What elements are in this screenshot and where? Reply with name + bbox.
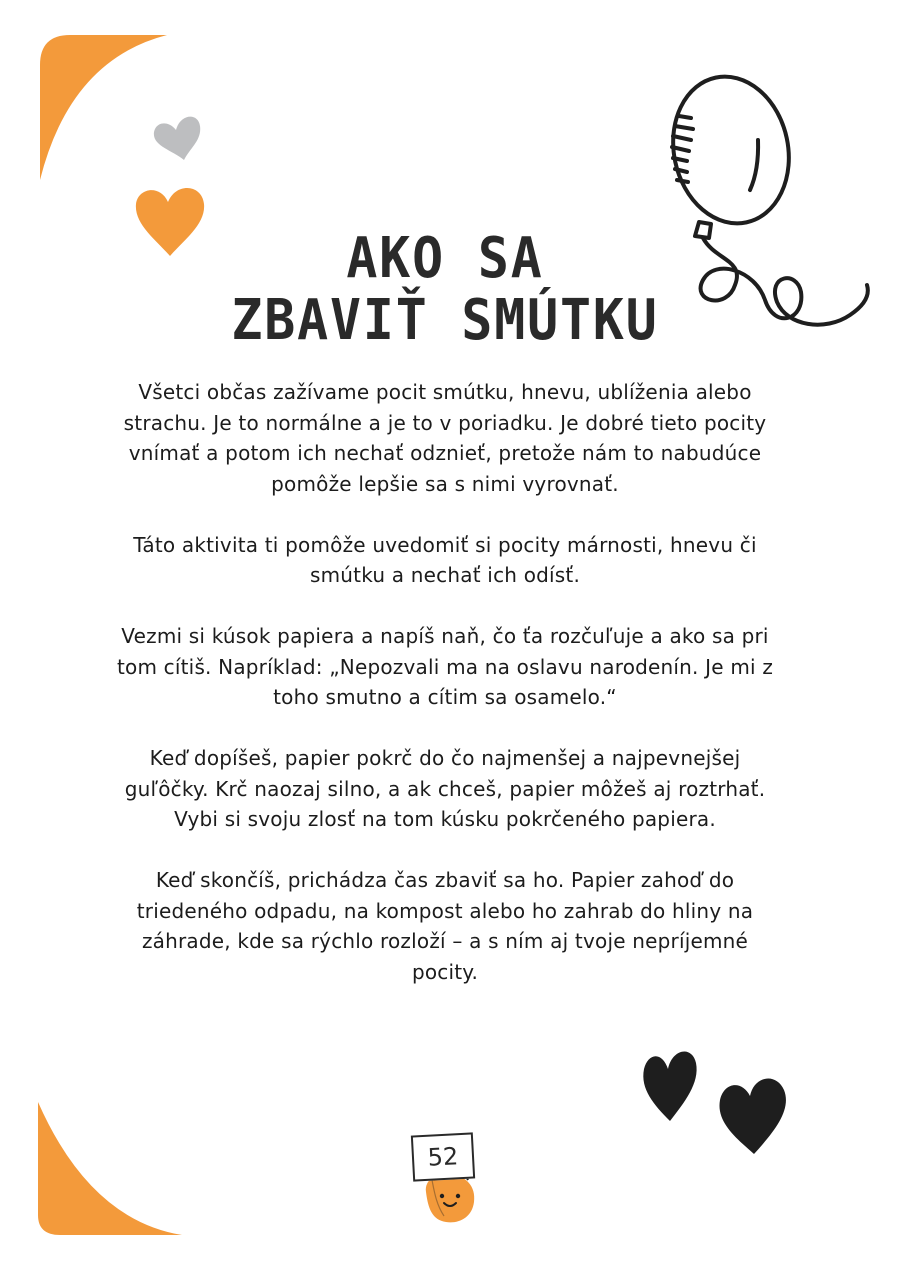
page-number: 52 [411, 1132, 475, 1181]
paragraph-step-crumple: Keď dopíšeš, papier pokrč do čo najmenšej a najpevnejšej guľôčky. Krč naozaj silno, a ak chceš, papier môžeš aj roztrhať. Vybi si svoju zlosť na tom kúsku pokrčeného papiera. [124, 746, 766, 831]
paragraph-intro: Všetci občas zažívame pocit smútku, hnevu, ublíženia alebo strachu. Je to normálne a je to v poriadku. Je dobré tieto pocity vnímať a potom ich nechať odznieť, pretože nám to nabudúce pomôže lepšie sa s nimi vyrovnať. [123, 380, 767, 496]
page-title [36, 228, 855, 352]
paragraph-purpose: Táto aktivita ti pomôže uvedomiť si pocity márnosti, hnevu či smútku a nechať ich odísť. [133, 532, 757, 587]
black-heart-icon-2 [714, 1066, 794, 1156]
title-line-2: ZBAVIŤ SMÚTKU [231, 288, 659, 353]
corner-decoration-top [0, 0, 200, 200]
gray-heart-icon [150, 112, 204, 162]
body-text [110, 377, 780, 1018]
paragraph-step-write: Vezmi si kúsok papiera a napíš naň, čo ťa rozčuľuje a ako sa pri tom cítiš. Napríklad: „Nepozvali ma na oslavu narodenín. Je mi z toho smutno a cítim sa osamelo.“ [116, 624, 774, 709]
title-line-1: AKO SA [346, 226, 544, 291]
paragraph-step-dispose: Keď skončíš, prichádza čas zbaviť sa ho. Papier zahoď do triedeného odpadu, na kompost alebo ho zahrab do hliny na záhrade, kde sa rýchlo rozloží – a s ním aj tvoje nepríjemné pocity. [136, 868, 754, 984]
black-heart-icon [640, 1045, 702, 1123]
corner-decoration-bottom [0, 1090, 200, 1265]
